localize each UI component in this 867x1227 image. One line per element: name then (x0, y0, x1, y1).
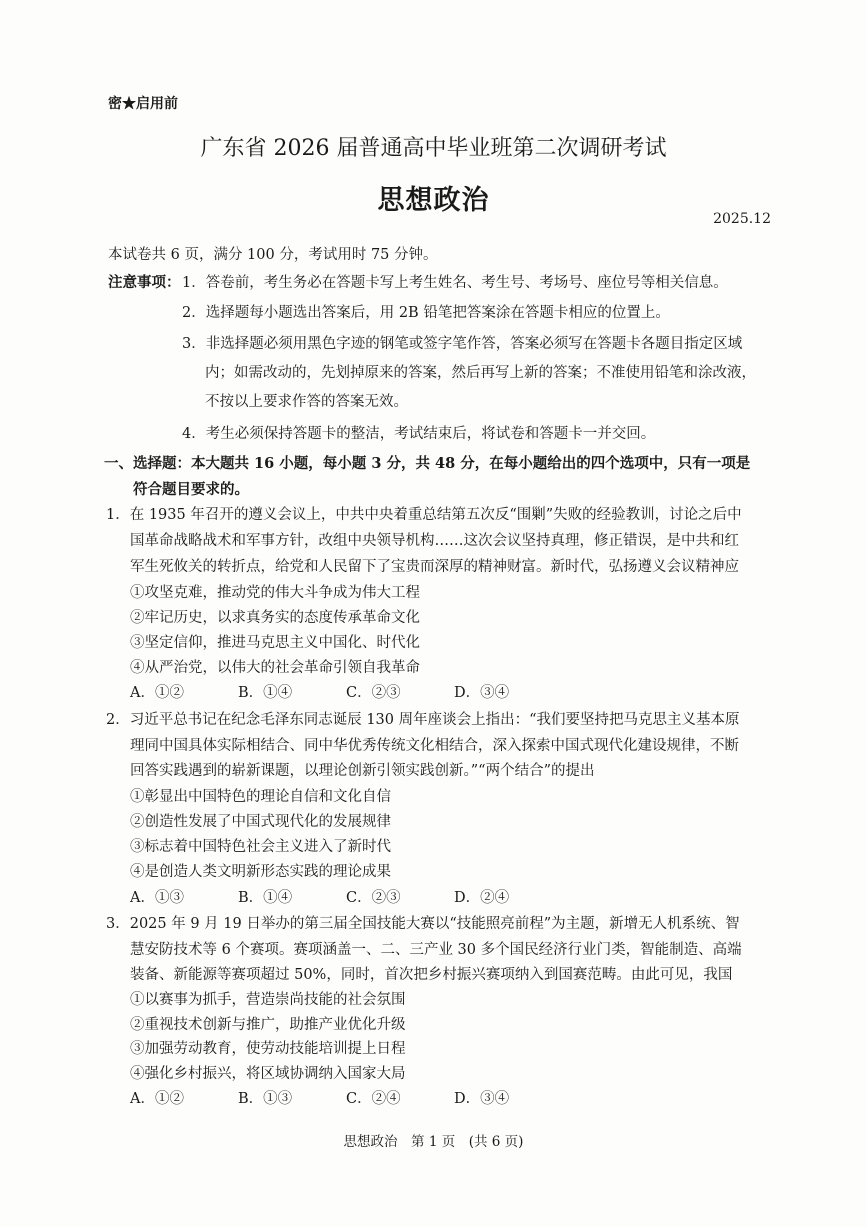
option-b: B．①④ (238, 685, 293, 701)
question-stem: 理同中国具体实际相结合、同中华优秀传统文化相结合，深入探索中国式现代化建设规律，不断 (130, 738, 739, 754)
section-heading: 一、选择题：本大题共 16 小题，每小题 3 分，共 48 分，在每小题给出的四个选项中，只有一项是 (104, 455, 751, 472)
notice-item-cont: 不按以上要求作答的答案无效。 (205, 394, 408, 410)
statement-item: ③坚定信仰，推进马克思主义中国化、时代化 (130, 635, 420, 651)
option-b: B．①③ (238, 1091, 293, 1107)
question-stem: 3．2025 年 9 月 19 日举办的第三届全国技能大赛以“技能照亮前程”为主题，新增无人机系统、智 (106, 916, 740, 932)
statement-item: ②重视技术创新与推广，助推产业优化升级 (130, 1017, 406, 1033)
page-footer: 思想政治 第 1 页 (共 6 页) (343, 1134, 524, 1150)
statement-item: ③加强劳动教育，使劳动技能培训提上日程 (130, 1041, 406, 1057)
statement-item: ①以赛事为抓手，营造崇尚技能的社会氛围 (130, 992, 406, 1008)
exam-date: 2025.12 (713, 211, 771, 227)
option-d: D．③④ (454, 1091, 510, 1107)
notice-label: 注意事项： (108, 274, 181, 291)
statement-item: ④强化乡村振兴，将区域协调纳入国家大局 (130, 1066, 406, 1082)
subject-title: 思想政治 (377, 185, 490, 216)
statement-item: ①攻坚克难，推动党的伟大斗争成为伟大工程 (130, 585, 420, 601)
question-stem: 1．在 1935 年召开的遵义会议上，中共中央着重总结第五次反“围剿”失败的经验教训，讨论之后中 (106, 507, 742, 523)
option-b: B．①④ (238, 890, 293, 906)
option-c: C．②③ (346, 685, 401, 701)
question-stem: 2．习近平总书记在纪念毛泽东同志诞辰 130 周年座谈会上指出：“我们要坚持把马克思主义基本原 (106, 712, 740, 728)
answer-options (130, 681, 562, 702)
section-heading-cont: 符合题目要求的。 (133, 481, 249, 498)
option-c: C．②④ (346, 1091, 401, 1107)
statement-item: ①彰显出中国特色的理论自信和文化自信 (130, 789, 391, 805)
secret-label: 密★启用前 (108, 96, 178, 112)
question-stem: 装备、新能源等赛项超过 50%，同时，首次把乡村振兴赛项纳入到国赛范畴。由此可见，我国 (130, 967, 733, 983)
notice-item: 2．选择题每小题选出答案后，用 2B 铅笔把答案涂在答题卡相应的位置上。 (182, 305, 670, 321)
option-a: A．①③ (130, 890, 184, 906)
statement-item: ④从严治党，以伟大的社会革命引领自我革命 (130, 660, 420, 676)
question-stem: 回答实践遇到的崭新课题，以理论创新引领实践创新。”“两个结合”的提出 (130, 763, 595, 779)
option-d: D．③④ (454, 685, 510, 701)
answer-options (130, 886, 562, 907)
notice-item-cont: 内；如需改动的，先划掉原来的答案，然后再写上新的答案；不准使用铅笔和涂改液， (205, 365, 756, 381)
notice-item: 1．答卷前，考生务必在答题卡写上考生姓名、考生号、考场号、座位号等相关信息。 (182, 275, 728, 291)
option-c: C．②③ (346, 890, 401, 906)
answer-options (130, 1087, 562, 1108)
question-stem: 国革命战略战术和军事方针，改组中央领导机构……这次会议坚持真理，修正错误，是中共和红 (130, 533, 739, 549)
intro-text: 本试卷共 6 页，满分 100 分，考试用时 75 分钟。 (108, 247, 438, 263)
statement-item: ③标志着中国特色社会主义进入了新时代 (130, 839, 391, 855)
option-a: A．①② (130, 1091, 184, 1107)
option-a: A．①② (130, 685, 184, 701)
notice-item: 3．非选择题必须用黑色字迹的钢笔或签字笔作答，答案必须写在答题卡各题目指定区域 (182, 336, 743, 352)
question-stem: 慧安防技术等 6 个赛项。赛项涵盖一、二、三产业 30 多个国民经济行业门类，智能制造、高端 (130, 942, 742, 958)
exam-title: 广东省 2026 届普通高中毕业班第二次调研考试 (200, 136, 667, 161)
statement-item: ②牢记历史，以求真务实的态度传承革命文化 (130, 610, 420, 626)
question-stem: 军生死攸关的转折点，给党和人民留下了宝贵而深厚的精神财富。新时代，弘扬遵义会议精神应 (130, 559, 739, 575)
notice-item: 4．考生必须保持答题卡的整洁，考试结束后，将试卷和答题卡一并交回。 (182, 426, 656, 442)
statement-item: ④是创造人类文明新形态实践的理论成果 (130, 864, 391, 880)
statement-item: ②创造性发展了中国式现代化的发展规律 (130, 814, 391, 830)
option-d: D．②④ (454, 890, 510, 906)
